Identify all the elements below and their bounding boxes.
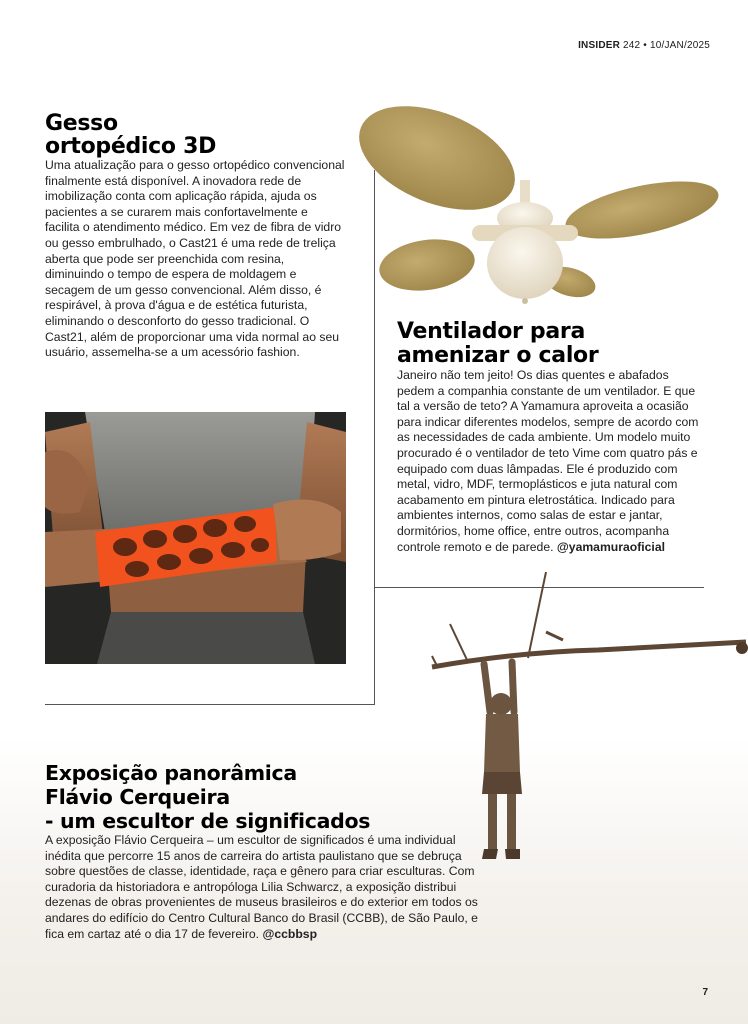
ceiling-fan-illustration bbox=[352, 100, 722, 305]
fan-body-text: Janeiro não tem jeito! Os dias quentes e abafados pedem a companhia constante de um ventilador. E que tal a versão de teto? A Yamamura aproveita a ocasião para indicar diferentes modelos, sempre de acordo com as necessidades de cada ambiente. Um modelo muito procurado é o ventilador de teto Vime com quatro pás e equipado com duas lâmpadas. Ele é produzido com metal, vidro, MDF, termoplásticos e juta natural com acabamento em pintura eletrostática. Indicado para ambientes internos, como salas de estar e jantar, dormitórios, home office, entre outros, acompanha controle remoto e de parede. bbox=[397, 368, 699, 554]
fan-photo bbox=[352, 100, 722, 305]
divider-left-bottom bbox=[45, 704, 375, 705]
article-fan-title bbox=[397, 320, 707, 368]
article-expo-title bbox=[45, 761, 485, 833]
article-cast-body: Uma atualização para o gesso ortopédico convencional finalmente está disponível. A inovadora rede de imobilização conta com aplicação rápida, ajuda os pacientes a se curarem mais confortavelmente e facilita o atendimento médico. Em vez de fibra de vidro ou gesso embrulhado, o Cast21 é uma rede de treliça aberta que pode ser preenchida com resina, diminuindo o tempo de espera de moldagem e secagem de um gesso convencional. Além disso, é respirável, à prova d'água e de estética futurista, eliminando o desconforto do gesso tradicional. O Cast21, além de proporcionar uma vida normal ao seu usuário, assemelha-se a um acessório fashion. bbox=[45, 158, 345, 360]
publication-name: INSIDER bbox=[578, 40, 621, 51]
expo-title-line3: - um escultor de significados bbox=[45, 809, 371, 833]
expo-title-line1: Exposição panorâmica bbox=[45, 761, 297, 785]
cast-photo bbox=[45, 412, 346, 664]
cast-title-line1: Gesso bbox=[45, 111, 118, 136]
article-fan-body bbox=[397, 368, 699, 555]
cast-arm-illustration bbox=[45, 412, 346, 664]
fan-title-line2: amenizar o calor bbox=[397, 343, 599, 368]
expo-instagram-handle: @ccbbsp bbox=[262, 926, 318, 941]
expo-title-line2: Flávio Cerqueira bbox=[45, 785, 230, 809]
article-cast-title bbox=[45, 112, 365, 158]
issue-date: 242 • 10/JAN/2025 bbox=[623, 40, 710, 51]
expo-body-text: A exposição Flávio Cerqueira – um escultor de significados é uma individual inédita que percorre 15 anos de carreira do artista paulistano que se debruça sobre questões de classe, identidade, raça e gênero para criar esculturas. Com curadoria da historiadora e antropóloga Lilia Schwarcz, a exposição distribui dezenas de obras provenientes de museus brasileiros e do exterior em todos os andares do edifício do Centro Cultural Banco do Brasil (CCBB), de São Paulo, e fica em cartaz até o dia 17 de fevereiro. bbox=[45, 833, 478, 941]
fan-instagram-handle: @yamamuraoficial bbox=[556, 539, 665, 554]
page-header bbox=[578, 40, 710, 51]
article-expo-body bbox=[45, 833, 480, 942]
article-fan bbox=[397, 320, 707, 555]
page-number: 7 bbox=[702, 987, 708, 998]
cast-title-line2: ortopédico 3D bbox=[45, 134, 217, 159]
article-cast bbox=[45, 112, 365, 361]
article-expo bbox=[45, 761, 485, 942]
fan-title-line1: Ventilador para bbox=[397, 319, 586, 344]
